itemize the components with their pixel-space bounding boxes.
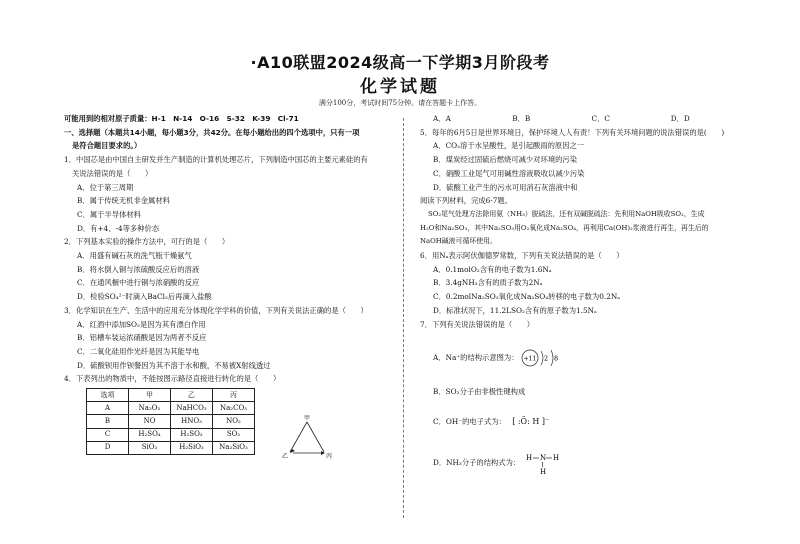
- q5-option-b: B．煤炭经过固硫后燃烧可减少对环境的污染: [433, 155, 578, 165]
- q6-option-d: D．标准状况下，11.2LSO₂含有的原子数为1.5Nₐ: [433, 305, 597, 315]
- table-cell: H₂SO₃: [171, 428, 213, 441]
- q3-option-b: B．铝槽车装运浓硝酸是因为两者不反应: [77, 333, 207, 343]
- atom-h-right: H: [552, 453, 559, 462]
- q6-option-a: A．0.1molO₂含有的电子数为1.6Nₐ: [433, 264, 552, 274]
- q7-stem: 7．下列有关说法错误的是（ ）: [420, 319, 535, 329]
- table-cell: NO: [129, 415, 171, 428]
- q5-option-a: A．CO₂溶于水呈酸性，是引起酸雨的原因之一: [433, 141, 585, 151]
- q7-option-a: [420, 347, 750, 369]
- q1-stem: 1．中国芯是由中国自主研发并生产制造的计算机处理芯片，下列制造中国芯的主要元素硅的有: [64, 155, 368, 165]
- q3-stem: 3．化学知识在生产、生活中的应用充分体现化学学科的价值，下列有关说法正确的是（ ）: [64, 305, 368, 315]
- table-header-cell: 选项: [87, 389, 129, 402]
- table-row: [87, 415, 255, 428]
- table-cell: Na₂CO₃: [213, 402, 255, 415]
- q7-option-b: B．SO₂分子由非极性键构成: [433, 387, 526, 397]
- q5-option-c: C．硝酸工业尾气可用碱性溶液吸收以减少污染: [433, 168, 585, 178]
- diagram-label-jia: 甲: [304, 415, 311, 422]
- q1-option-b: B．属于传统无机非金属材料: [77, 196, 170, 206]
- q1-stem-cont: 关说法错误的是（ ）: [72, 168, 153, 178]
- q7-option-a-text: A．Na⁺的结构示意图为：: [433, 353, 519, 363]
- table-cell: A: [87, 402, 129, 415]
- q7-option-c: [420, 415, 750, 429]
- q1-option-c: C．属于半导体材料: [77, 209, 141, 219]
- q4-choice-c: C．C: [591, 114, 610, 123]
- table-cell: B: [87, 415, 129, 428]
- nucleus-charge: +11: [523, 355, 537, 363]
- q7-option-c-text: C．OH⁻的电子式为：: [433, 416, 506, 426]
- table-cell: C: [87, 428, 129, 441]
- q3-option-a: A．红酒中添加SO₂是因为其有漂白作用: [77, 319, 206, 329]
- q4-choice-a: A．A: [433, 114, 451, 123]
- material-line-3: NaOH碱液可循环使用。: [420, 237, 497, 246]
- left-column: [64, 112, 392, 460]
- structural-formula-icon: [523, 451, 563, 475]
- q4-stem: 4．下表列出的物质中，不能按图示路径直接进行转化的是（ ）: [64, 374, 281, 384]
- conversion-diagram: [282, 412, 332, 462]
- material-line-2: H₂O和Na₂SO₃，其中Na₂SO₃用O₂氧化成Na₂SO₄，再利用Ca(OH)₂浆液进行再生，再生后的: [420, 223, 709, 232]
- table-cell: SiO₂: [129, 441, 171, 454]
- atom-n-center: N: [539, 453, 546, 462]
- reading-stem: 阅读下列材料，完成6-7题。: [420, 196, 513, 206]
- q1-option-a: A．位于第三周期: [77, 182, 134, 192]
- material-line-1: SO₂尾气处理方法除用氨（NH₃）脱硫法，还有双碱脱硫法：先利用NaOH吸收SO₂，生成: [428, 209, 705, 218]
- q4-choice-b: B．B: [512, 114, 531, 123]
- section-heading: 一、选择题（本题共14小题，每小题3分，共42分。在每小题给出的四个选项中，只有一项: [64, 127, 360, 137]
- q7-option-d: [420, 451, 750, 475]
- table-cell: D: [87, 441, 129, 454]
- q4-choice-d: D．D: [670, 114, 690, 123]
- table-cell: NaHCO₃: [171, 402, 213, 415]
- atom-structure-icon: [521, 347, 567, 369]
- q6-option-b: B．3.4gNH₃含有的质子数为2Nₐ: [433, 278, 543, 288]
- q6-stem: 6．用Nₐ表示阿伏伽德罗常数，下列有关说法错误的是（ ）: [420, 251, 624, 261]
- atom-h-bottom: H: [539, 467, 546, 475]
- q6-option-c: C．0.2molNa₂SO₃氧化成Na₂SO₄转移的电子数为0.2Nₐ: [433, 292, 621, 302]
- exam-subtitle: 化学试题: [360, 77, 440, 97]
- q4-table: [86, 388, 255, 455]
- q2-option-b: B．将水倒入铜与浓硫酸反应后的溶液: [77, 264, 200, 274]
- table-row: [87, 402, 255, 415]
- column-divider: [403, 118, 404, 518]
- table-cell: H₂SO₄: [129, 428, 171, 441]
- shell-electrons-1: 2: [543, 354, 548, 363]
- exam-title: ·A10联盟2024级高一下学期3月阶段考: [250, 53, 550, 72]
- atomic-masses: 可能用到的相对原子质量：H-1 N-14 O-16 S-32 K-39 Cl-71: [64, 114, 299, 123]
- atom-h-left: H: [525, 453, 532, 462]
- q3-option-d: D．硫酸钡用作钡餐因为其不溶于水和酸，不易被X射线透过: [77, 360, 271, 370]
- right-column: [420, 112, 750, 475]
- table-cell: Na₂O₂: [129, 402, 171, 415]
- table-cell: NO₂: [213, 415, 255, 428]
- table-cell: Na₂SiO₃: [213, 441, 255, 454]
- table-cell: SO₂: [213, 428, 255, 441]
- diagram-label-yi: 乙: [282, 453, 289, 460]
- shell-electrons-2: 8: [553, 354, 558, 363]
- section-heading-cont: 是符合题目要求的。）: [72, 141, 142, 151]
- table-header-cell: 丙: [213, 389, 255, 402]
- q3-option-c: C．二氧化硅用作光纤是因为其能导电: [77, 346, 200, 356]
- table-row: [87, 441, 255, 454]
- table-header-row: [87, 389, 255, 402]
- q5-option-d: D．硫酸工业产生的污水可用消石灰溶液中和: [433, 182, 578, 192]
- q7-option-d-text: D．NH₃分子的结构式为：: [433, 457, 521, 467]
- diagram-label-bing: 丙: [326, 453, 333, 460]
- q2-option-a: A．用盛有碱石灰的洗气瓶干燥氨气: [77, 251, 192, 261]
- q2-stem: 2．下列基本实验的操作方法中，可行的是（ ）: [64, 237, 230, 247]
- q1-option-d: D．有+4、-4等多种价态: [77, 223, 160, 233]
- electron-formula: [ :Ö: H ]⁻: [512, 417, 550, 427]
- exam-note: 满分100分，考试时间75分钟。请在答题卡上作答。: [318, 99, 482, 107]
- q2-option-d: D．检验SO₄²⁻时滴入BaCl₂后再滴入盐酸: [77, 292, 212, 302]
- table-cell: HNO₃: [171, 415, 213, 428]
- table-header-cell: 乙: [171, 389, 213, 402]
- q5-stem: 5．每年的6月5日是世界环境日，保护环境人人有责！下列有关环境问题的说法错误的是( ): [420, 127, 725, 137]
- q2-option-c: C．在通风橱中进行铜与浓硝酸的反应: [77, 278, 200, 288]
- table-cell: H₂SiO₃: [171, 441, 213, 454]
- q4-answer-options: [420, 112, 750, 126]
- table-row: [87, 428, 255, 441]
- table-header-cell: 甲: [129, 389, 171, 402]
